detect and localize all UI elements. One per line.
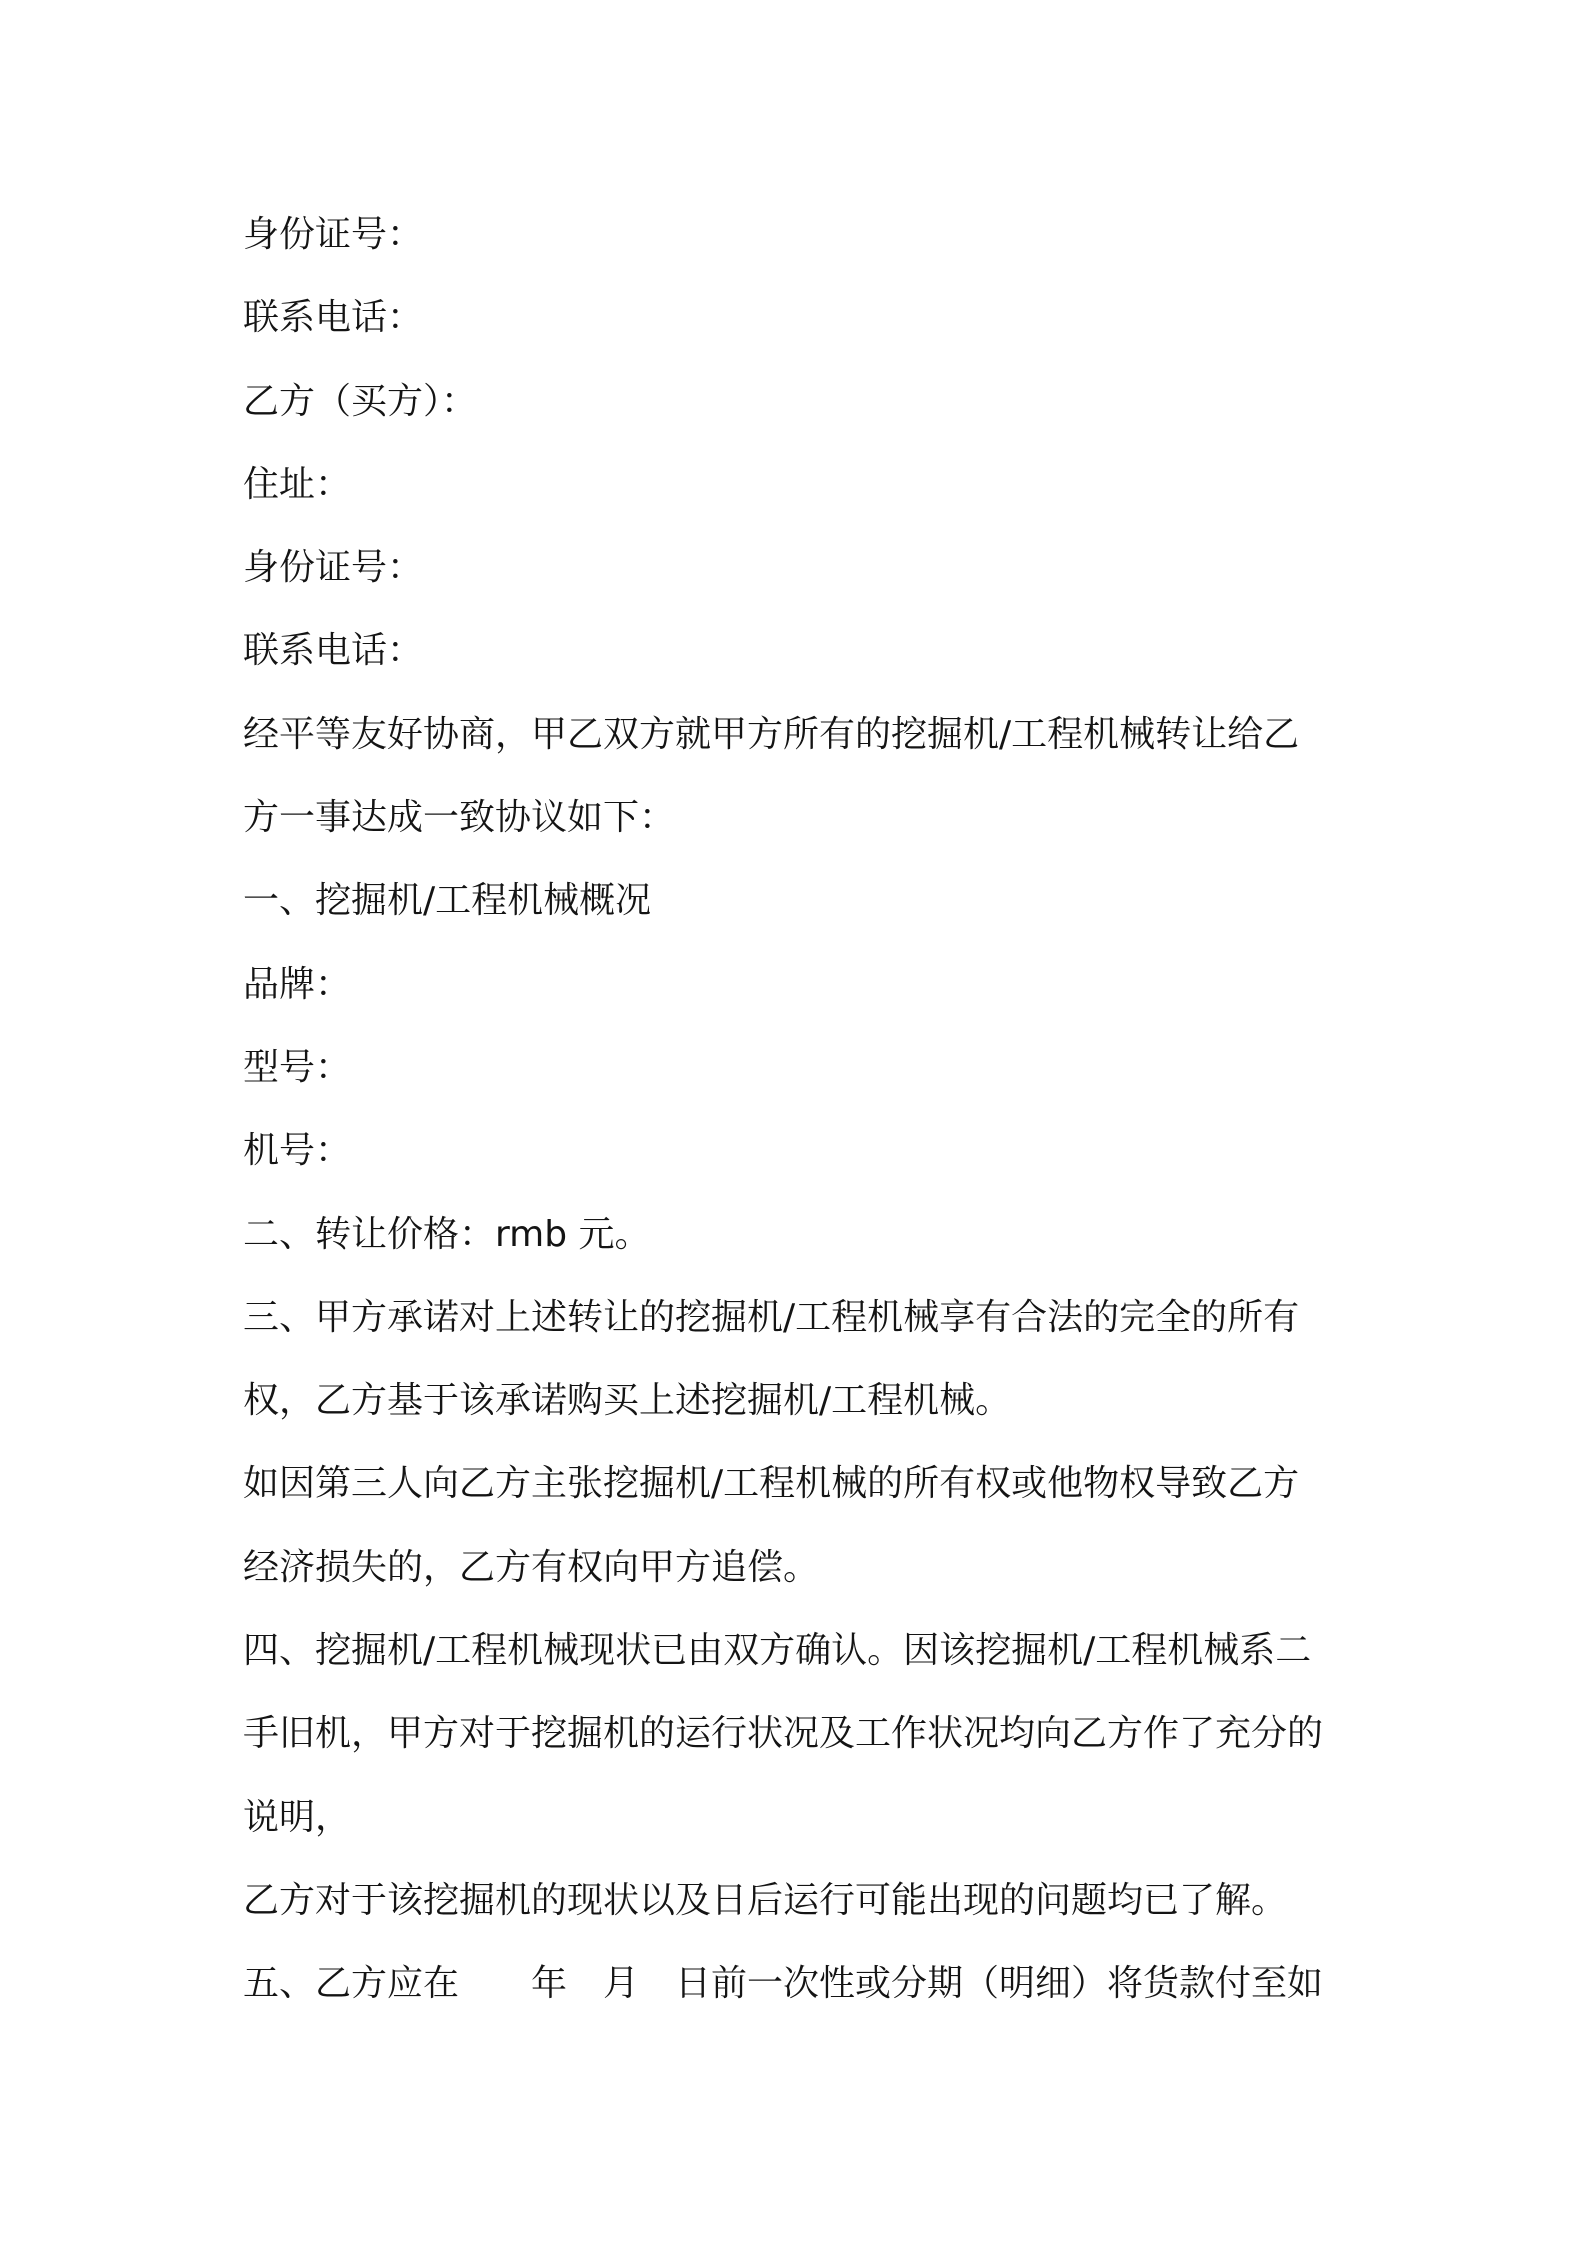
seller-phone-label: 联系电话： bbox=[243, 297, 424, 339]
buyer-id-label: 身份证号： bbox=[243, 214, 424, 255]
section-3-line-4: 经济损失的，乙方有权向甲方追偿。 bbox=[243, 1546, 820, 1588]
party-b-phone-label: 联系电话： bbox=[243, 630, 424, 672]
section-3-line-2: 权，乙方基于该承诺购买上述挖掘机/工程机械。 bbox=[243, 1380, 1012, 1422]
section-4-line-3: 说明， bbox=[243, 1796, 352, 1838]
section-4-line-2: 手旧机，甲方对于挖掘机的运行状况及工作状况均向乙方作了充分的 bbox=[243, 1713, 1324, 1755]
party-b-heading: 乙方（买方）： bbox=[243, 380, 478, 422]
section-2-price: 二、转让价格：rmb 元。 bbox=[243, 1213, 651, 1255]
preamble-line-1: 经平等友好协商，甲乙双方就甲方所有的挖掘机/工程机械转让给乙 bbox=[243, 713, 1300, 755]
brand-label: 品牌： bbox=[243, 963, 352, 1005]
machine-number-label: 机号： bbox=[243, 1130, 352, 1172]
model-label: 型号： bbox=[243, 1046, 352, 1088]
section-1-heading: 一、挖掘机/工程机械概况 bbox=[243, 880, 652, 922]
section-4-line-4: 乙方对于该挖掘机的现状以及日后运行可能出现的问题均已了解。 bbox=[243, 1879, 1288, 1921]
section-5-line-1: 五、乙方应在 年 月 日前一次性或分期（明细）将货款付至如 bbox=[243, 1963, 1324, 2005]
party-b-address-label: 住址： bbox=[243, 463, 352, 505]
section-3-line-3: 如因第三人向乙方主张挖掘机/工程机械的所有权或他物权导致乙方 bbox=[243, 1463, 1300, 1505]
contract-body bbox=[243, 193, 1363, 2026]
party-b-id-label: 身份证号： bbox=[243, 547, 424, 589]
section-4-line-1: 四、挖掘机/工程机械现状已由双方确认。因该挖掘机/工程机械系二 bbox=[243, 1630, 1312, 1672]
section-3-line-1: 三、甲方承诺对上述转让的挖掘机/工程机械享有合法的完全的所有 bbox=[243, 1296, 1300, 1338]
preamble-line-2: 方一事达成一致协议如下： bbox=[243, 797, 676, 839]
